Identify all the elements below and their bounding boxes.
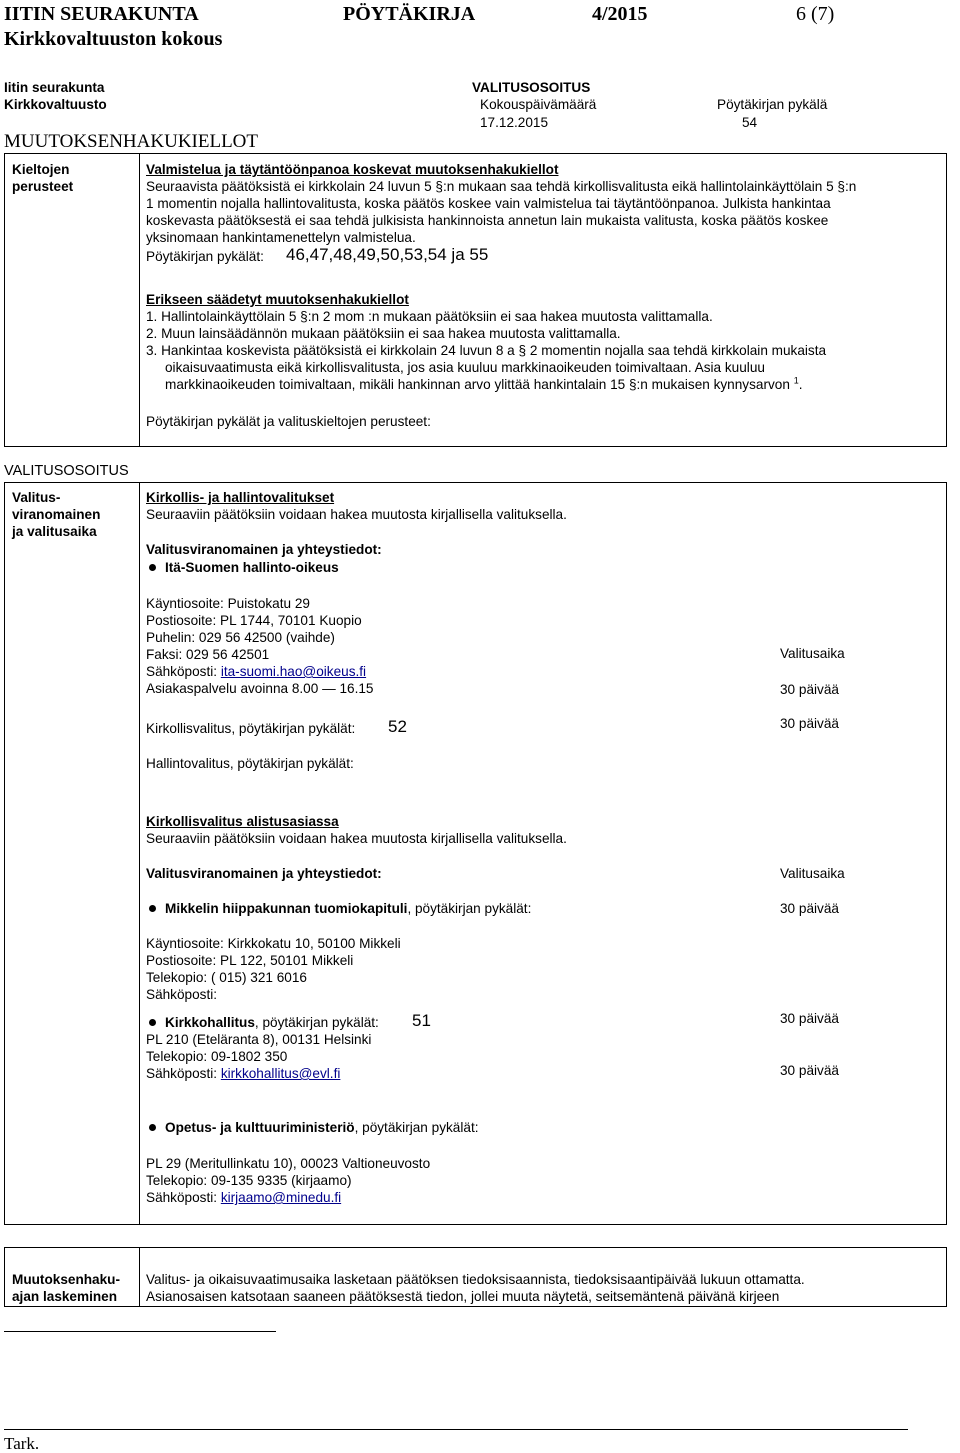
kirkkohallitus-address: PL 210 (Eteläranta 8), 00131 Helsinki — [146, 1032, 372, 1047]
alistus-contact-title: Valitusviranomainen ja yhteystiedot: — [146, 866, 382, 881]
mikkeli-postal: Postiosoite: PL 122, 50101 Mikkeli — [146, 953, 354, 968]
authority-email-row: Sähköposti: ita-suomi.hao@oikeus.fi — [146, 664, 367, 679]
mikkeli-address: Käyntiosoite: Kirkkokatu 10, 50100 Mikkeli — [146, 936, 401, 951]
section1-divider — [139, 153, 140, 447]
special-ban-item-3-cont: oikaisuvaatimusta eikä kirkollisvalitusta, jos asia kuuluu markkinaoikeuden toimivaltaan. Asia kuuluu — [165, 360, 765, 375]
authority-name: Itä-Suomen hallinto-oikeus — [165, 560, 339, 575]
valitusaika-days: 30 päivää — [780, 901, 839, 916]
section2-divider — [139, 482, 140, 1225]
valitusaika-label: Valitusaika — [780, 646, 845, 661]
kirkkohallitus-email-row: Sähköposti: kirkkohallitus@evl.fi — [146, 1066, 341, 1081]
mikkeli-fax: Telekopio: ( 015) 321 6016 — [146, 970, 307, 985]
contact-title: Valitusviranomainen ja yhteystiedot: — [146, 542, 382, 557]
section1-text-line: Seuraavista päätöksistä ei kirkkolain 24 luvun 5 §:n mukaan saa tehdä kirkollisvalitusta eikä hallintolainkäyttölain 5 §:n — [146, 179, 857, 194]
special-ban-item-2: 2. Muun lainsäädännön mukaan päätöksiin ei saa hakea muutosta valittamalla. — [146, 326, 621, 341]
hallintovalitus-label: Hallintovalitus, pöytäkirjan pykälät: — [146, 756, 354, 771]
bullet-icon — [149, 1019, 156, 1026]
kirkkohallitus-value: 51 — [412, 1011, 431, 1030]
kirkollisvalitus-label: Kirkollisvalitus, pöytäkirjan pykälät: — [146, 721, 356, 736]
kirkollisvalitus-value: 52 — [388, 717, 407, 736]
date-value: 17.12.2015 — [480, 115, 549, 130]
date-label: Kokouspäivämäärä — [480, 97, 597, 112]
header-page: 6 (7) — [796, 3, 835, 25]
authority-service-hours: Asiakaspalvelu avoinna 8.00 — 16.15 — [146, 681, 374, 696]
kirkollis-hallinto-title: Kirkollis- ja hallintovalitukset — [146, 490, 335, 505]
section2-heading: VALITUSOSOITUS — [4, 463, 129, 479]
bullet-icon — [149, 1124, 156, 1131]
section-title: VALITUSOSOITUS — [472, 80, 591, 95]
pykalat-label: Pöytäkirjan pykälät: — [146, 249, 264, 264]
bullet-icon — [149, 564, 156, 571]
ministry-fax: Telekopio: 09-135 9335 (kirjaamo) — [146, 1173, 352, 1188]
ministry-row: Opetus- ja kulttuuriministeriö, pöytäkirjan pykälät: — [165, 1120, 479, 1135]
special-ban-item-3: 3. Hankintaa koskevista päätöksistä ei kirkkolain 24 luvun 8 a § 2 momentin nojalla saa tehdä kirkkolain mukaista — [146, 343, 827, 358]
ban-reasons-label: Pöytäkirjan pykälät ja valituskieltojen perusteet: — [146, 414, 431, 429]
header-org: IITIN SEURAKUNTA — [4, 3, 199, 25]
ministry-email-row: Sähköposti: kirjaamo@minedu.fi — [146, 1190, 342, 1205]
kirkkohallitus-fax: Telekopio: 09-1802 350 — [146, 1049, 288, 1064]
pykalat-value: 46,47,48,49,50,53,54 ja 55 — [286, 245, 489, 264]
ministry-name: Opetus- ja kulttuuriministeriö — [165, 1120, 355, 1135]
header-doc-number: 4/2015 — [592, 3, 648, 25]
mikkeli-row: Mikkelin hiippakunnan tuomiokapituli, pöytäkirjan pykälät: — [165, 901, 532, 916]
special-ban-item-1: 1. Hallintolainkäyttölain 5 §:n 2 mom :n mukaan päätöksiin ei saa hakea muutosta valittamalla. — [146, 309, 713, 324]
valitusaika-days: 30 päivää — [780, 716, 839, 731]
ministry-address: PL 29 (Meritullinkatu 10), 00023 Valtioneuvosto — [146, 1156, 431, 1171]
body-name: Kirkkovaltuusto — [4, 97, 107, 112]
section2-box — [4, 482, 947, 1225]
section1-title: Valmistelua ja täytäntöönpanoa koskevat muutoksenhakukiellot — [146, 162, 559, 177]
section3-side-2: ajan laskeminen — [12, 1289, 118, 1304]
kirkollis-hallinto-intro: Seuraaviin päätöksiin voidaan hakea muutosta kirjallisella valituksella. — [146, 507, 567, 522]
section2-side-1: Valitus- — [12, 490, 61, 505]
authority-postal: Postiosoite: PL 1744, 70101 Kuopio — [146, 613, 362, 628]
header-meeting: Kirkkovaltuuston kokous — [4, 28, 223, 50]
pykala-label: Pöytäkirjan pykälä — [717, 97, 828, 112]
valitusaika-days: 30 päivää — [780, 1011, 839, 1026]
section3-line-2: Asianosaisen katsotaan saaneen päätöksestä tiedon, jollei muuta näytetä, seitsemäntenä päivänä kirjeen — [146, 1289, 780, 1304]
authority-fax: Faksi: 029 56 42501 — [146, 647, 270, 662]
special-ban-item-3-cont: markkinaoikeuden toimivaltaan, mikäli hankinnan arvo ylittää hankintalain 15 §:n mukaisen kynnysarvon $^1$. — [165, 375, 803, 392]
bullet-icon — [149, 905, 156, 912]
valitusaika-label: Valitusaika — [780, 866, 845, 881]
section1-text-line: 1 momentin nojalla hallintovalitusta, koska päätös koskee vain valmistelua tai täytäntöönpanoa. Julkista hankintaa — [146, 196, 831, 211]
section2-side-2: viranomainen — [12, 507, 101, 522]
alistus-intro: Seuraaviin päätöksiin voidaan hakea muutosta kirjallisella valituksella. — [146, 831, 567, 846]
section1-side-label-1: Kieltojen — [12, 162, 70, 177]
section3-line-1: Valitus- ja oikaisuvaatimusaika lasketaan päätöksen tiedoksisaannista, tiedoksisaantipäivää lukuun ottamatta. — [146, 1272, 805, 1287]
section1-text-line: yksinomaan hankintamenettelyn valmistelua. — [146, 230, 416, 245]
header-doc-type: PÖYTÄKIRJA — [343, 3, 476, 25]
footnote-marker: 1 — [793, 375, 799, 386]
parish-name: Iitin seurakunta — [4, 80, 105, 95]
special-bans-title: Erikseen säädetyt muutoksenhakukiellot — [146, 292, 409, 307]
footer-tark: Tark. — [4, 1434, 40, 1453]
valitusaika-days: 30 päivää — [780, 1063, 839, 1078]
section3-side-1: Muutoksenhaku- — [12, 1272, 120, 1287]
pykala-value: 54 — [742, 115, 758, 130]
kirkkohallitus-name: Kirkkohallitus — [165, 1015, 255, 1030]
authority-email-link[interactable]: ita-suomi.hao@oikeus.fi — [220, 664, 367, 679]
section1-side-label-2: perusteet — [12, 179, 74, 194]
mikkeli-email: Sähköposti: — [146, 987, 218, 1002]
alistus-title: Kirkollisvalitus alistusasiassa — [146, 814, 339, 829]
section3-divider — [139, 1247, 140, 1307]
kirkkohallitus-email-link[interactable]: kirkkohallitus@evl.fi — [220, 1066, 341, 1081]
valitusaika-days: 30 päivää — [780, 682, 839, 697]
section1-text-line: koskevasta päätöksestä ei saa tehdä julkisista hankinnoista annetun lain mukaista valitusta, koska päätös koskee — [146, 213, 829, 228]
ministry-email-link[interactable]: kirjaamo@minedu.fi — [220, 1190, 342, 1205]
section2-side-3: ja valitusaika — [12, 524, 97, 539]
footnote-rule — [4, 1331, 276, 1332]
footer-rule — [4, 1429, 908, 1430]
authority-address: Käyntiosoite: Puistokatu 29 — [146, 596, 310, 611]
mikkeli-name: Mikkelin hiippakunnan tuomiokapituli — [165, 901, 408, 916]
section1-heading: MUUTOKSENHAKUKIELLOT — [4, 131, 259, 152]
authority-phone: Puhelin: 029 56 42500 (vaihde) — [146, 630, 335, 645]
kirkkohallitus-row: Kirkkohallitus, pöytäkirjan pykälät: — [165, 1015, 379, 1030]
